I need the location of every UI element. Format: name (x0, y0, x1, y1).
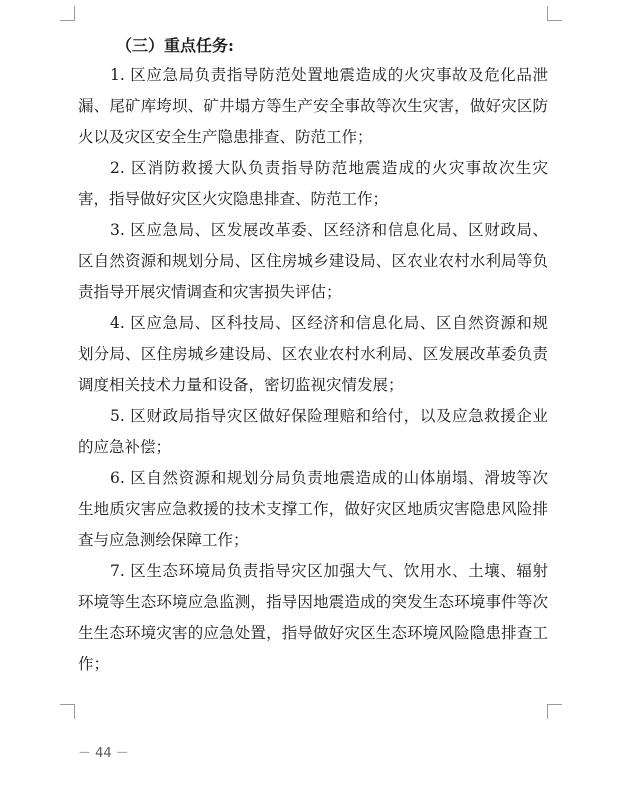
section-heading: （三）重点任务: (116, 36, 234, 55)
task-item-2: 2. 区消防救援大队负责指导防范地震造成的火灾事故次生灾害，指导做好灾区火灾隐患排查、防范工作； (78, 159, 548, 208)
crop-mark-bottom-right (547, 704, 562, 719)
page-number: － 44 － (78, 746, 129, 761)
crop-mark-bottom-left (60, 704, 75, 719)
task-item-3: 3. 区应急局、区发展改革委、区经济和信息化局、区财政局、区自然资源和规划分局、区住房城乡建设局、区农业农村水利局等负责指导开展灾情调查和灾害损失评估； (78, 221, 548, 301)
task-item-1: 1. 区应急局负责指导防范处置地震造成的火灾事故及危化品泄漏、尾矿库垮坝、矿井塌方等生产安全事故等次生灾害，做好灾区防火以及灾区安全生产隐患排查、防范工作； (78, 66, 548, 146)
task-list (78, 60, 548, 680)
crop-mark-top-left (60, 6, 75, 21)
task-item-7: 7. 区生态环境局负责指导灾区加强大气、饮用水、土壤、辐射环境等生态环境应急监测，指导因地震造成的突发生态环境事件等次生生态环境灾害的应急处置，指导做好灾区生态环境风险隐患排查工作； (78, 562, 548, 673)
task-item-4: 4. 区应急局、区科技局、区经济和信息化局、区自然资源和规划分局、区住房城乡建设局、区农业农村水利局、区发展改革委负责调度相关技术力量和设备，密切监视灾情发展； (78, 314, 548, 394)
crop-mark-top-right (547, 6, 562, 21)
section-content (78, 32, 548, 680)
task-item-5: 5. 区财政局指导灾区做好保险理赔和给付，以及应急救援企业的应急补偿； (78, 407, 548, 456)
task-item-6: 6. 区自然资源和规划分局负责地震造成的山体崩塌、滑坡等次生地质灾害应急救援的技术支撑工作，做好灾区地质灾害隐患风险排查与应急测绘保障工作； (78, 469, 548, 549)
